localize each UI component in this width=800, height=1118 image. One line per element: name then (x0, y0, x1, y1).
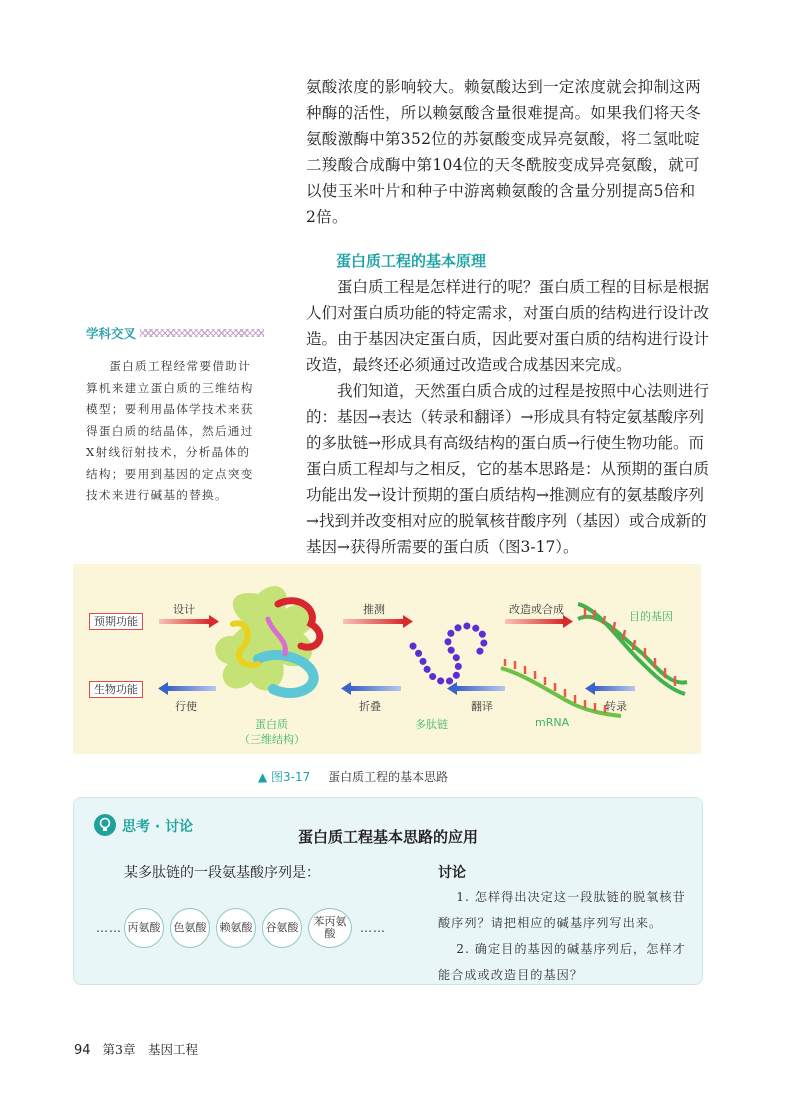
question-1 (438, 884, 688, 936)
label-mrna: mRNA (535, 716, 570, 729)
label-transcribe: 转录 (605, 700, 627, 713)
zigzag-divider (140, 329, 264, 337)
label-translate: 翻译 (471, 700, 493, 713)
intro-line: 二羧酸合成酶中第104位的天冬酰胺变成异亮氨酸，就可 (306, 156, 700, 174)
label-design: 设计 (173, 603, 195, 616)
sidebar-heading (86, 324, 264, 342)
page-footer (74, 1040, 198, 1058)
paragraph: 我们知道，天然蛋白质合成的过程是按照中心法则进行的：基因→表达（转录和翻译）→形成具有特定氨基酸序列的多肽链→形成具有高级结构的蛋白质→行使生物功能。而蛋白质工程却与之相反，它的基本思路是：从预期的蛋白质功能出发→设计预期的蛋白质结构→推测应有的氨基酸序列→找到并改变相对应的脱氧核苷酸序列（基因）或合成新的基因→获得所需要的蛋白质（图3-17）。 (306, 382, 710, 556)
sidebar-paragraph: 蛋白质工程经常要借助计算机来建立蛋白质的三维结构模型；要利用晶体学技术来获得蛋白质的结晶体，然后通过X射线衍射技术，分析晶体的结构；要用到基因的定点突变技术来进行碱基的替换。 (86, 359, 254, 502)
amino-acid: 赖氨酸 (216, 908, 256, 948)
chapter-title: 第3章 基因工程 (102, 1042, 198, 1057)
discuss-heading: 讨论 (438, 865, 466, 881)
arrow-fold (341, 682, 401, 695)
panel-title: 蛋白质工程基本思路的应用 (297, 828, 478, 846)
chain-dots: …… (96, 921, 122, 935)
protein-structure-icon (215, 586, 320, 693)
amino-acid: 苯丙氨酸 (308, 908, 352, 948)
page-number: 94 (74, 1043, 91, 1058)
caption-number: ▲ 图3-17 (258, 770, 311, 784)
amino-acid-chain (94, 908, 388, 948)
panel-prompt: 某多肽链的一段氨基酸序列是： (124, 865, 320, 881)
section-title: 蛋白质工程的基本原理 (336, 252, 487, 270)
question-text: 2. 确定目的基因的碱基序列后，怎样才能合成或改造目的基因？ (438, 942, 686, 982)
question-text: 1. 怎样得出决定这一段肽链的脱氧核苷酸序列？请把相应的碱基序列写出来。 (438, 890, 686, 930)
panel-tag: 思考 · 讨论 (122, 819, 194, 835)
intro-line: 以使玉米叶片和种子中游离赖氨酸的含量分别提高5倍和 (306, 182, 696, 200)
sidebar-text (86, 356, 262, 507)
label-protein: 蛋白质 (255, 718, 288, 731)
label-modify: 改造或合成 (509, 603, 564, 616)
body-text (306, 274, 714, 560)
arrow-perform (158, 682, 216, 695)
sidebar-label: 学科交叉 (86, 326, 137, 341)
label-perform: 行使 (175, 700, 197, 713)
amino-acid: 谷氨酸 (262, 908, 302, 948)
label-target-gene: 目的基因 (629, 610, 673, 623)
caption-text: 蛋白质工程的基本思路 (328, 770, 449, 784)
box-expected-function: 预期功能 (89, 613, 143, 630)
think-discuss-panel (73, 797, 703, 985)
amino-acid: 丙氨酸 (124, 908, 164, 948)
figure-3-17 (73, 564, 701, 754)
box-bio-function: 生物功能 (89, 681, 143, 698)
figure-graphics (73, 564, 701, 754)
paragraph: 蛋白质工程是怎样进行的呢？蛋白质工程的目标是根据人们对蛋白质功能的特定需求，对蛋白质的结构进行设计改造。由于基因决定蛋白质，因此要对蛋白质的结构进行设计改造，最终还必须通过改造或合成基因来完成。 (306, 278, 710, 374)
question-2 (438, 936, 688, 988)
figure-caption (258, 768, 448, 785)
label-protein-sub: （三维结构） (239, 733, 305, 746)
amino-acid: 色氨酸 (170, 908, 210, 948)
label-fold: 折叠 (359, 700, 381, 713)
polypeptide-icon (413, 626, 484, 682)
label-polypeptide: 多肽链 (415, 718, 448, 731)
intro-line: 种酶的活性，所以赖氨酸含量很难提高。如果我们将天冬 (306, 104, 702, 122)
arrow-translate (447, 682, 505, 695)
arrow-transcribe (585, 682, 635, 695)
chain-dots: …… (360, 921, 386, 935)
label-infer: 推测 (363, 603, 385, 616)
intro-line: 氨酸浓度的影响较大。赖氨酸达到一定浓度就会抑制这两 (306, 78, 702, 96)
intro-line: 氨酸激酶中第352位的苏氨酸变成异亮氨酸，将二氢吡啶 (306, 130, 700, 148)
intro-line: 2倍。 (306, 208, 348, 226)
intro-text (306, 74, 714, 230)
